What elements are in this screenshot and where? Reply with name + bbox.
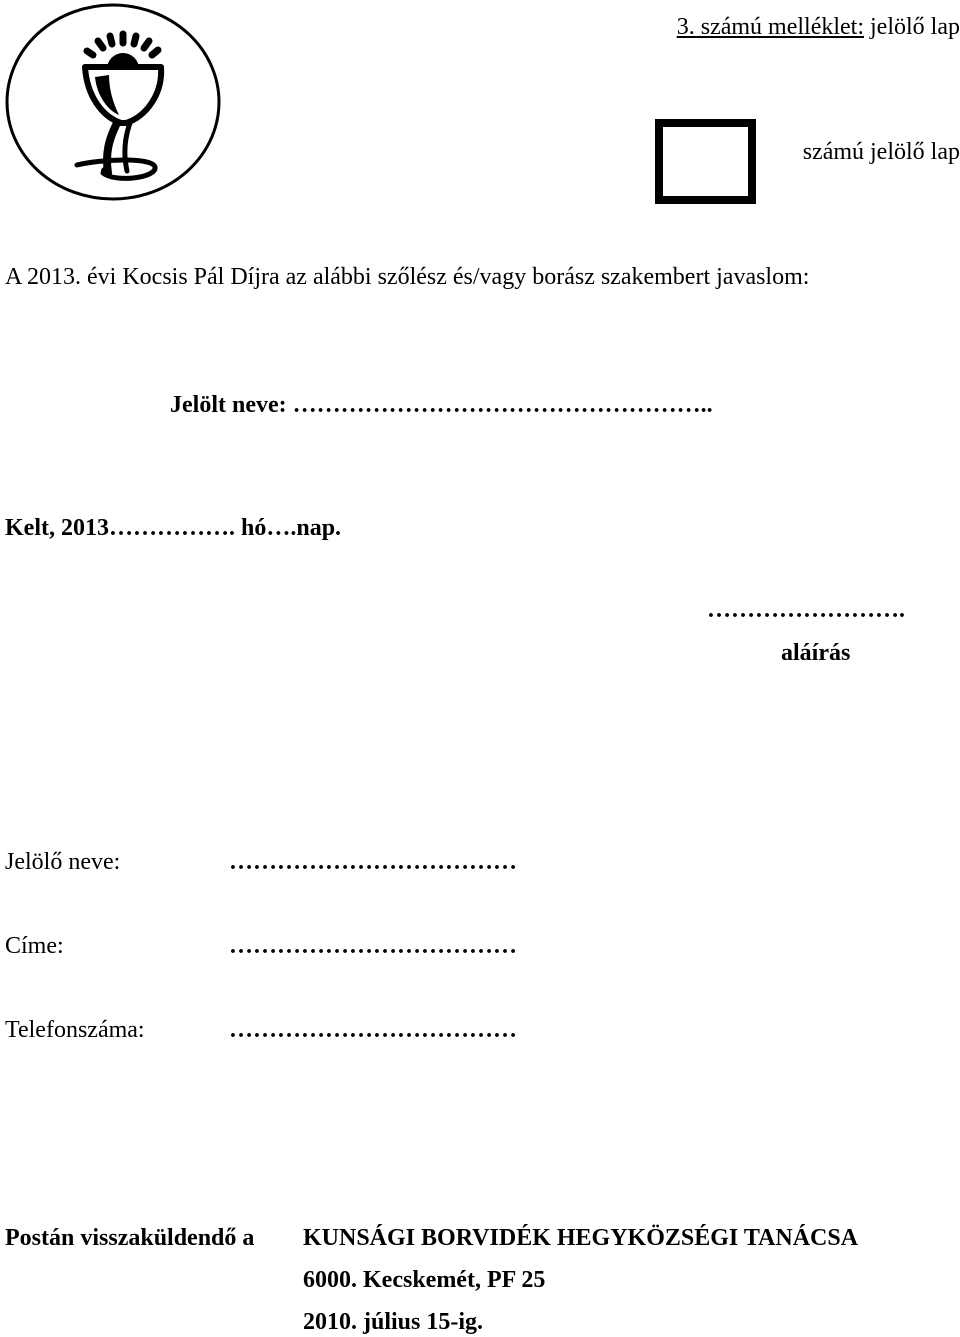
annex-title: jelölő lap — [870, 14, 960, 40]
dated-day-dots: …. — [266, 515, 297, 541]
mailing-recipient: KUNSÁGI BORVIDÉK HEGYKÖZSÉGI TANÁCSA — [303, 1225, 859, 1251]
nominator-name-field[interactable]: ……………………………… — [229, 849, 517, 875]
mailing-deadline: 2010. július 15-ig. — [303, 1309, 484, 1335]
mailing-address: 6000. Kecskemét, PF 25 — [303, 1267, 546, 1293]
dated-month-dots: ……………. — [108, 515, 235, 541]
annex-heading — [677, 14, 960, 41]
dated-prefix: Kelt, 2013 — [5, 515, 109, 541]
mailing-label: Postán visszaküldendő a — [5, 1225, 255, 1251]
dated-month: hó — [234, 515, 267, 541]
nominator-name-label: Jelölő neve: — [5, 849, 121, 875]
box-caption: számú jelölő lap — [802, 139, 960, 165]
number-box[interactable] — [655, 119, 756, 204]
phone-field[interactable]: ……………………………… — [229, 1017, 517, 1043]
signature-label: aláírás — [781, 640, 851, 666]
dated-day: nap. — [296, 515, 342, 541]
signature-dots[interactable]: ……………………. — [707, 597, 905, 623]
chalice-sun-icon — [5, 3, 221, 201]
intro-text: A 2013. évi Kocsis Pál Díjra az alábbi szőlész és/vagy borász szakembert javaslom: — [5, 264, 810, 290]
address-label: Címe: — [5, 933, 64, 959]
nominee-label: Jelölt neve: — [170, 392, 287, 418]
annex-label: 3. számú melléklet: — [676, 14, 865, 40]
nominee-line[interactable] — [170, 392, 713, 419]
address-field[interactable]: ……………………………… — [229, 933, 517, 959]
phone-label: Telefonszáma: — [5, 1017, 145, 1043]
nominee-dots: …………………………………………….. — [292, 392, 713, 418]
dated-line[interactable] — [5, 515, 341, 542]
